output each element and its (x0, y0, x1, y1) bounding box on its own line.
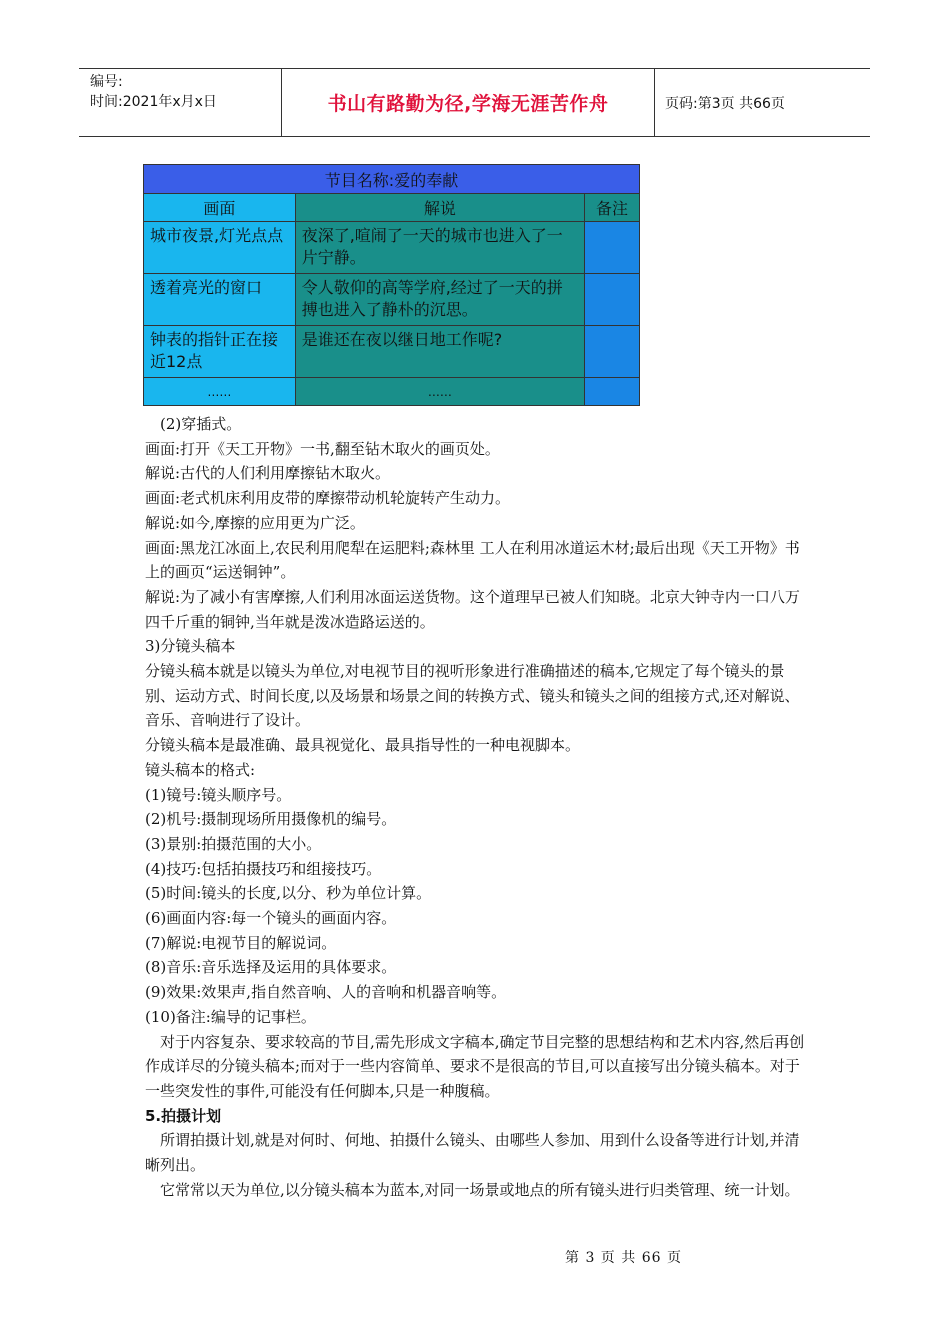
table-title-row (144, 165, 640, 194)
program-table (143, 164, 640, 406)
paragraph: 分镜头稿本就是以镜头为单位,对电视节目的视听形象进行准确描述的稿本,它规定了每个镜头的景别、运动方式、时间长度,以及场景和场景之间的转换方式、镜头和镜头之间的组接方式,还对解说、音乐、音响进行了设计。 (145, 662, 800, 730)
paragraph: 所谓拍摄计划,就是对何时、何地、拍摄什么镜头、由哪些人参加、用到什么设备等进行计划,并清晰列出。 (145, 1131, 800, 1175)
table-row (144, 378, 640, 406)
column-header-scene: 画面 (144, 194, 296, 222)
list-item: (10)备注:编导的记事栏。 (145, 1007, 316, 1026)
paragraph: 画面:打开《天工开物》一书,翻至钻木取火的画页处。 (145, 439, 500, 458)
note-cell (585, 222, 640, 274)
time-label: 时间:2021年x月x日 (90, 94, 217, 110)
list-item: (7)解说:电视节目的解说词。 (145, 933, 337, 952)
paragraph: 画面:黑龙江冰面上,农民利用爬犁在运肥料;森林里 工人在利用冰道运木材;最后出现《天工开物》书上的画页“运送铜钟”。 (145, 538, 800, 582)
narration-cell: 夜深了,喧闹了一天的城市也进入了一片宁静。 (295, 222, 584, 274)
paragraph: 画面:老式机床利用皮带的摩擦带动机轮旋转产生动力。 (145, 489, 511, 508)
page-header (79, 68, 870, 137)
table-row (144, 222, 640, 274)
header-page-info: 页码:第3页 共66页 (665, 95, 785, 112)
page-footer: 第 3 页 共 66 页 (565, 1250, 682, 1266)
list-item: (2)机号:摄制现场所用摄像机的编号。 (145, 810, 397, 829)
list-item: (8)音乐:音乐选择及运用的具体要求。 (145, 958, 397, 977)
section-heading: 3)分镜头稿本 (145, 637, 236, 656)
narration-cell: 是谁还在夜以继日地工作呢? (295, 326, 584, 378)
paragraph: (2)穿插式。 (160, 415, 242, 433)
column-header-narration: 解说 (295, 194, 584, 222)
paragraph: 解说:如今,摩擦的应用更为广泛。 (145, 513, 365, 532)
paragraph: 解说:为了减小有害摩擦,人们利用冰面运送货物。这个道理早已被人们知晓。北京大钟寺内一口八万四千斤重的铜钟,当年就是泼冰造路运送的。 (145, 587, 800, 631)
body-text (145, 412, 810, 1203)
narration-cell: …… (295, 378, 584, 406)
list-item: (4)技巧:包括拍摄技巧和组接技巧。 (145, 859, 382, 878)
scene-cell: 钟表的指针正在接近12点 (144, 326, 296, 378)
list-item: (6)画面内容:每一个镜头的画面内容。 (145, 909, 397, 928)
paragraph: 分镜头稿本是最准确、最具视觉化、最具指导性的一种电视脚本。 (145, 736, 581, 755)
scene-cell: 城市夜景,灯光点点 (144, 222, 296, 274)
column-header-note: 备注 (585, 194, 640, 222)
section-heading: 5.拍摄计划 (145, 1106, 222, 1125)
scene-cell: 透着亮光的窗口 (144, 274, 296, 326)
scene-cell: …… (144, 378, 296, 406)
table-title: 节目名称:爱的奉献 (144, 165, 640, 194)
list-item: (3)景别:拍摄范围的大小。 (145, 834, 322, 853)
paragraph: 它常常以天为单位,以分镜头稿本为蓝本,对同一场景或地点的所有镜头进行归类管理、统一计划。 (160, 1180, 800, 1199)
note-cell (585, 378, 640, 406)
paragraph: 对于内容复杂、要求较高的节目,需先形成文字稿本,确定节目完整的思想结构和艺术内容,然后再创作成详尽的分镜头稿本;而对于一些内容简单、要求不是很高的节目,可以直接写出分镜头稿本。对于一些突发性的事件,可能没有任何脚本,只是一种腹稿。 (145, 1032, 805, 1100)
header-meta (79, 69, 282, 136)
paragraph: 解说:古代的人们利用摩擦钻木取火。 (145, 464, 391, 483)
note-cell (585, 326, 640, 378)
table-row (144, 326, 640, 378)
table-header-row (144, 194, 640, 222)
number-label: 编号: (90, 74, 123, 90)
list-item: (5)时间:镜头的长度,以分、秒为单位计算。 (145, 884, 432, 903)
header-motto: 书山有路勤为径,学海无涯苦作舟 (282, 69, 655, 136)
paragraph: 镜头稿本的格式: (145, 760, 256, 779)
list-item: (9)效果:效果声,指自然音响、人的音响和机器音响等。 (145, 983, 507, 1002)
list-item: (1)镜号:镜头顺序号。 (145, 785, 292, 804)
note-cell (585, 274, 640, 326)
table-row (144, 274, 640, 326)
narration-cell: 令人敬仰的高等学府,经过了一天的拼搏也进入了静朴的沉思。 (295, 274, 584, 326)
